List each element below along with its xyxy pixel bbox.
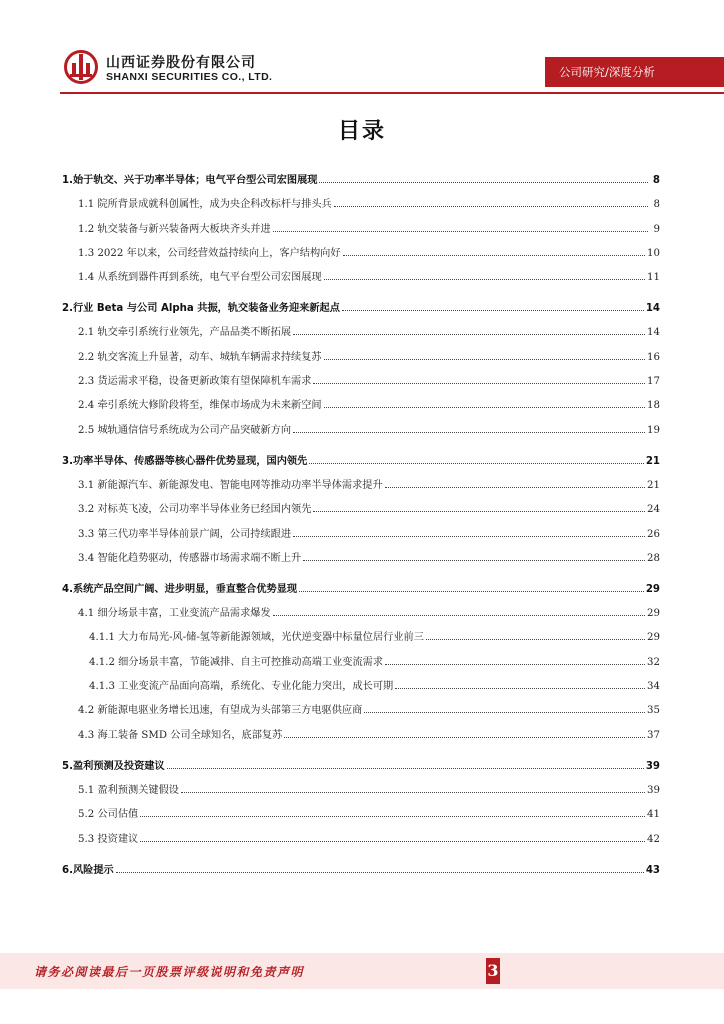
toc-entry-label: 4.系统产品空间广阔、进步明显，垂直整合优势显现 <box>62 583 298 595</box>
toc-subsection-entry[interactable] <box>62 698 660 716</box>
toc-leader-dots <box>334 205 648 207</box>
toc-leader-dots <box>167 767 644 769</box>
toc-page-number: 29 <box>647 608 660 620</box>
toc-leader-dots <box>385 486 645 488</box>
toc-entry-label: 1.3 2022 年以来，公司经营效益持续向上，客户结构向好 <box>78 247 341 259</box>
toc-page-number: 16 <box>647 351 660 363</box>
toc-entry-label: 2.2 轨交客流上升显著，动车、城轨车辆需求持续复苏 <box>78 351 322 363</box>
toc-subsection-entry[interactable] <box>62 827 660 845</box>
toc-entry-label: 3.1 新能源汽车、新能源发电、智能电网等推动功率半导体需求提升 <box>78 479 383 491</box>
toc-page-number: 29 <box>645 583 660 595</box>
toc-entry-label: 2.3 货运需求平稳，设备更新政策有望保障机车需求 <box>78 376 312 388</box>
toc-page-number: 37 <box>647 729 660 741</box>
page-number-badge: 3 <box>486 958 500 984</box>
toc-entry-label: 4.1.2 细分场景丰富，节能减排、自主可控推动高端工业变流需求 <box>89 656 384 668</box>
toc-leader-dots <box>324 406 645 408</box>
toc-entry-label: 5.3 投资建议 <box>78 833 139 845</box>
toc-page-number: 35 <box>647 705 660 717</box>
toc-leader-dots <box>303 559 645 561</box>
toc-subsection-entry[interactable] <box>62 473 660 491</box>
toc-page-number: 21 <box>647 479 660 491</box>
toc-entry-label: 5.1 盈利预测关键假设 <box>78 784 179 796</box>
toc-leader-dots <box>293 431 645 433</box>
toc-section-entry[interactable] <box>62 168 660 186</box>
toc-entry-label: 4.3 海工装备 SMD 公司全球知名，底部复苏 <box>78 729 283 741</box>
toc-subsection-entry[interactable] <box>62 241 660 259</box>
disclaimer-text: 请务必阅读最后一页股票评级说明和免责声明 <box>34 965 305 979</box>
toc-entry-label: 5.2 公司估值 <box>78 809 139 821</box>
toc-subsection-entry[interactable] <box>62 217 660 235</box>
toc-leader-dots <box>116 871 644 873</box>
toc-leader-dots <box>313 510 645 512</box>
toc-leader-dots <box>293 535 645 537</box>
toc-leader-dots <box>364 711 645 713</box>
toc-entry-label: 3.2 对标英飞凌，公司功率半导体业务已经国内领先 <box>78 504 312 516</box>
toc-subsection-entry[interactable] <box>62 418 660 436</box>
toc-page-number: 9 <box>653 223 660 235</box>
toc-entry-label: 3.3 第三代功率半导体前景广阔，公司持续跟进 <box>78 528 292 540</box>
toc-page-number: 32 <box>647 656 660 668</box>
toc-subsection-entry[interactable] <box>62 802 660 820</box>
toc-leader-dots <box>324 358 645 360</box>
toc-leader-dots <box>273 614 645 616</box>
toc-leader-dots <box>324 278 645 280</box>
header-divider <box>60 92 724 94</box>
toc-entry-label: 5.盈利预测及投资建议 <box>62 760 165 772</box>
toc-subsection-entry[interactable] <box>62 345 660 363</box>
toc-subsection-entry[interactable] <box>62 497 660 515</box>
toc-page-number: 17 <box>647 376 660 388</box>
toc-leader-dots <box>319 181 648 183</box>
toc-leader-dots <box>140 840 645 842</box>
report-category-tag: 公司研究/深度分析 <box>545 57 724 87</box>
company-name-cn: 山西证券股份有限公司 <box>106 55 256 71</box>
toc-leader-dots <box>309 462 644 464</box>
toc-entry-label: 6.风险提示 <box>62 864 114 876</box>
toc-page-number: 28 <box>647 552 660 564</box>
toc-leader-dots <box>140 815 645 817</box>
toc-entry-label: 2.1 轨交牵引系统行业领先，产品品类不断拓展 <box>78 327 292 339</box>
toc-section-entry[interactable] <box>62 449 660 467</box>
report-header <box>0 0 724 100</box>
toc-title: 目录 <box>337 119 386 144</box>
toc-entry-label: 4.1.3 工业变流产品面向高端，系统化、专业化能力突出，成长可期 <box>89 681 394 693</box>
toc-section-entry[interactable] <box>62 296 660 314</box>
toc-page-number: 29 <box>647 632 660 644</box>
toc-page-number: 8 <box>652 175 660 186</box>
toc-entry-label: 4.2 新能源电驱业务增长迅速，有望成为头部第三方电驱供应商 <box>78 705 363 717</box>
toc-leader-dots <box>385 663 645 665</box>
toc-page-number: 14 <box>647 327 660 339</box>
toc-entry-label: 4.1.1 大力布局光-风-储-氢等新能源领域，光伏逆变器中标量位居行业前三 <box>89 632 424 644</box>
toc-leader-dots <box>342 309 644 311</box>
table-of-contents <box>62 168 660 882</box>
toc-subsection-entry[interactable] <box>62 522 660 540</box>
toc-leader-dots <box>313 382 645 384</box>
toc-section-entry[interactable] <box>62 858 660 876</box>
toc-page-number: 14 <box>645 303 660 315</box>
shanxi-securities-logo-icon <box>64 50 98 84</box>
toc-page-number: 42 <box>647 833 660 845</box>
toc-leader-dots <box>293 333 645 335</box>
toc-page-number: 21 <box>645 455 660 467</box>
toc-section-entry[interactable] <box>62 754 660 772</box>
toc-subsection-entry[interactable] <box>62 546 660 564</box>
toc-subsection-entry[interactable] <box>62 320 660 338</box>
toc-subsubsection-entry[interactable] <box>62 650 660 668</box>
toc-leader-dots <box>273 230 648 232</box>
toc-leader-dots <box>426 638 645 640</box>
toc-entry-label: 2.4 牵引系统大修阶段将至，维保市场成为未来新空间 <box>78 400 322 412</box>
toc-page-number: 26 <box>647 528 660 540</box>
toc-page-number: 39 <box>647 784 660 796</box>
toc-entry-label: 2.行业 Beta 与公司 Alpha 共振，轨交装备业务迎来新起点 <box>62 303 340 315</box>
toc-subsection-entry[interactable] <box>62 601 660 619</box>
toc-subsection-entry[interactable] <box>62 723 660 741</box>
toc-page-number: 34 <box>647 681 660 693</box>
toc-entry-label: 3.4 智能化趋势驱动，传感器市场需求端不断上升 <box>78 552 302 564</box>
toc-entry-label: 1.1 院所背景成就科创属性，成为央企科改标杆与排头兵 <box>78 199 332 211</box>
toc-page-number: 19 <box>647 424 660 436</box>
toc-page-number: 11 <box>647 272 660 284</box>
toc-subsection-entry[interactable] <box>62 393 660 411</box>
toc-subsubsection-entry[interactable] <box>62 674 660 692</box>
toc-page-number: 8 <box>653 199 660 211</box>
toc-subsection-entry[interactable] <box>62 192 660 210</box>
toc-entry-label: 1.4 从系统到器件再到系统，电气平台型公司宏图展现 <box>78 272 322 284</box>
toc-page-number: 39 <box>645 760 660 772</box>
toc-page-number: 10 <box>647 247 660 259</box>
toc-subsection-entry[interactable] <box>62 778 660 796</box>
toc-subsection-entry[interactable] <box>62 369 660 387</box>
toc-entry-label: 2.5 城轨通信信号系统成为公司产品突破新方向 <box>78 424 292 436</box>
toc-page-number: 24 <box>647 504 660 516</box>
toc-leader-dots <box>284 736 645 738</box>
toc-leader-dots <box>343 254 645 256</box>
toc-entry-label: 1.2 轨交装备与新兴装备两大板块齐头并进 <box>78 223 271 235</box>
company-name-en: SHANXI SECURITIES CO., LTD. <box>106 71 273 83</box>
toc-page-number: 43 <box>645 864 660 876</box>
toc-section-entry[interactable] <box>62 577 660 595</box>
toc-page-number: 41 <box>647 809 660 821</box>
toc-leader-dots <box>299 590 644 592</box>
toc-entry-label: 1.始于轨交、兴于功率半导体；电气平台型公司宏图展现 <box>62 175 318 186</box>
toc-entry-label: 3.功率半导体、传感器等核心器件优势显现，国内领先 <box>62 455 308 467</box>
toc-subsection-entry[interactable] <box>62 265 660 283</box>
toc-entry-label: 4.1 细分场景丰富，工业变流产品需求爆发 <box>78 608 271 620</box>
toc-page-number: 18 <box>647 400 660 412</box>
toc-leader-dots <box>395 687 645 689</box>
toc-leader-dots <box>181 791 645 793</box>
toc-subsubsection-entry[interactable] <box>62 625 660 643</box>
